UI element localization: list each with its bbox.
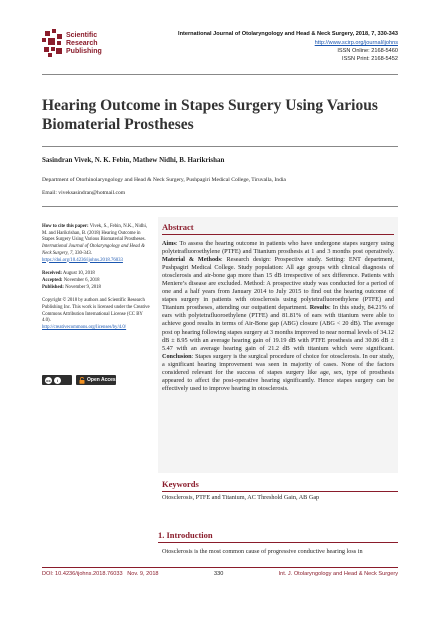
footer-doi-text: DOI: 10.4236/ijohns.2018.76033 [42, 571, 123, 577]
received-label: Received: [42, 271, 62, 277]
accepted-label: Accepted: [42, 277, 63, 283]
scirp-logo-icon [42, 29, 64, 59]
cite-text: Vivek, S., Febin, N.K., Nidhi, M. and Harikrishan, B. (2018) Hearing Outcome in Stapes Surgery Using Various Biomaterial Prostheses. [42, 224, 148, 243]
article-authors: Sasindran Vivek, N. K. Febin, Mathew Nidhi, B. Harikrishan [42, 156, 225, 164]
title-divider [42, 146, 398, 147]
article-info-sidebar [42, 224, 150, 332]
cite-label: How to cite this paper: [42, 224, 89, 229]
results-text: : In this study, 84.21% of ears with polytetrafluoroethylene (PTFE) and 81.81% of ears with titanium were able to achieve good results in terms of Air-Bone gap (ABG) closure (ABG < 20 dB). The average post op hearing following stapes surgery at 3 months improved to near normal levels of 34.12 dB ± 8.95 with an average hearing gain of 19.19 dB with PTFE prosthesis and 30.86 dB ± 5.47 with an average hearing gain of 21.2 dB with titanium which were significant. [162, 304, 394, 352]
journal-url-link[interactable]: http://www.scirp.org/journal/ijohns [314, 40, 398, 46]
article-title: Hearing Outcome in Stapes Surgery Using Various Biomaterial Prostheses [42, 97, 378, 133]
citation-block [42, 224, 150, 264]
cite-pages: 330-343. [74, 250, 92, 256]
keywords-heading: Keywords [162, 479, 199, 489]
introduction-divider [158, 542, 398, 543]
cite-volume: 7, [69, 250, 74, 256]
footer-journal: Int. J. Otolaryngology and Head & Neck Surgery [278, 571, 398, 577]
footer-page-number: 330 [214, 571, 224, 577]
license-link[interactable]: http://creativecommons.org/licenses/by/4.0/ [42, 325, 127, 331]
aims-label: Aims [162, 240, 176, 247]
conclusion-text: : Stapes surgery is the surgical procedure of choice for otosclerosis. In our study, a significant hearing improvement was seen in majority of cases. None of the factors considered relevant for the success of stapes surgery like age, sex, type of prosthesis appeared to affect the post-operative hearing significantly. Hence stapes surgery can be effectively used to improve hearing in otosclerosis. [162, 352, 394, 392]
publisher-line: Publishing [66, 48, 102, 55]
cc-icon: cc [46, 377, 51, 383]
open-access-label: Open Access [87, 377, 119, 383]
affiliation-divider [42, 206, 398, 207]
footer-date: Nov. 9, 2018 [127, 571, 159, 577]
abstract-heading: Abstract [162, 222, 194, 232]
abstract-body [162, 240, 394, 393]
open-lock-icon [79, 377, 85, 384]
by-icon: i [54, 377, 61, 384]
open-access-badge[interactable] [76, 375, 119, 385]
methods-label: Material & Methods [162, 256, 221, 264]
keywords-text: Otosclerosis, PTFE and Titanium, AC Threshold Gain, AB Gap [162, 494, 320, 501]
author-email: Email: viveksasindran@hotmail.com [42, 190, 126, 196]
introduction-first-line: Otosclerosis is the most common cause of progressive conductive hearing loss in [162, 548, 363, 555]
publisher-name [66, 32, 102, 56]
footer-doi [42, 571, 159, 577]
published-date [42, 285, 150, 292]
journal-citation: International Journal of Otolaryngology and Head & Neck Surgery, 2018, 7, 330-343 [178, 31, 398, 37]
published-label: Published: [42, 284, 64, 290]
abstract-divider [162, 234, 394, 235]
cite-doi-link[interactable]: https://doi.org/10.4236/ijohns.2018.76033 [42, 257, 123, 263]
cc-by-badge[interactable] [42, 375, 72, 385]
issn-online: ISSN Online: 2168-5460 [337, 48, 398, 54]
received-value: August 10, 2018 [62, 271, 95, 277]
accepted-date [42, 278, 150, 285]
publisher-line: Scientific [66, 32, 98, 39]
header-divider [42, 74, 398, 75]
introduction-heading: 1. Introduction [158, 530, 213, 540]
cite-journal: International Journal of Otolaryngology and Head & Neck Surgery, [42, 244, 145, 256]
aims-text: : To assess the hearing outcome in patients who have undergone stapes surgery using polytetrafluoroethylene (PTFE) and Titanium prosthesis at 1 and 3 months post operatively. [162, 240, 394, 256]
methods-text: : Research design: Prospective study. Setting: ENT department, Pushpagiri Medical College. Study population: All age groups with clinical diagnosis of otosclerosis and air-bone gap more than 15 dB irrespective of sex difference. Patients with Meniere’s disease are excluded. Method: A prospective study was conducted for a period of one and a half years from January 2014 to July 2015 to find out the hearing outcome of stapes surgery in patients with otosclerosis using polytetrafluoroethylene (PTFE) and Titanium prostheses, attending our outpatient department. [162, 256, 394, 312]
published-value: November 9, 2018 [65, 284, 101, 290]
publisher-line: Research [66, 40, 98, 47]
results-label: Results [309, 304, 329, 312]
accepted-value: November 6, 2018 [63, 277, 100, 283]
received-date [42, 271, 150, 278]
author-affiliation: Department of Otorhinolaryngology and Head & Neck Surgery, Pushpagiri Medical College, Tiruvalla, India [42, 177, 286, 183]
conclusion-label: Conclusion [162, 352, 192, 360]
keywords-divider [162, 491, 398, 492]
footer-divider [42, 567, 398, 568]
copyright-notice: Copyright © 2018 by authors and Scientific Research Publishing Inc. This work is licensed under the Creative Commons Attribution International License (CC BY 4.0). [42, 298, 150, 324]
issn-print: ISSN Print: 2168-5452 [342, 56, 398, 62]
